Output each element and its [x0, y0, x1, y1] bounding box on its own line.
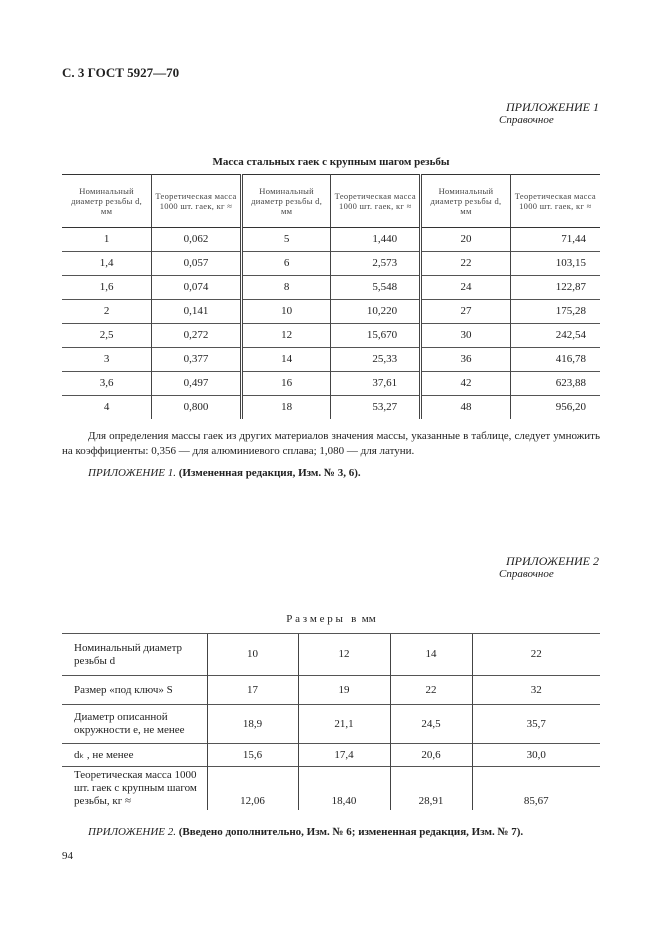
table-cell: 0,800 [152, 396, 242, 420]
col-header: Теоретическая масса 1000 шт. гаек, кг ≈ [510, 175, 600, 228]
table-cell: 35,7 [472, 705, 600, 744]
appendix-1-section [62, 156, 600, 479]
table-cell: 24,5 [390, 705, 472, 744]
appendix-1-footer [62, 467, 600, 479]
note-text: Для определения массы гаек из других материалов значения массы, указанные в таблице, следует умножить на коэффициенты: 0,356 — для алюминиевого сплава; 1,080 — для латуни. [62, 430, 600, 457]
col-header: Теоретическая масса 1000 шт. гаек, кг ≈ [152, 175, 242, 228]
appendix-1-title: ПРИЛОЖЕНИЕ 1 [506, 100, 599, 114]
table-cell: 12 [298, 634, 390, 676]
mass-table [62, 174, 600, 419]
table-cell: 20,6 [390, 744, 472, 767]
table-row [62, 676, 600, 705]
table-cell: 175,28 [510, 300, 600, 324]
table-cell: 1,4 [62, 252, 152, 276]
table-cell: 22 [421, 252, 511, 276]
table-cell: 17,4 [298, 744, 390, 767]
table-cell: 416,78 [510, 348, 600, 372]
table-cell: 53,27 [331, 396, 421, 420]
table-cell: 17 [207, 676, 298, 705]
table-cell: 22 [472, 634, 600, 676]
table-cell: 30 [421, 324, 511, 348]
col-header: Номинальный диаметр резьбы d, мм [62, 175, 152, 228]
table-row [62, 396, 600, 420]
table-cell: dₖ , не менее [62, 744, 207, 767]
table-cell: 20 [421, 228, 511, 252]
table-cell: 32 [472, 676, 600, 705]
table-cell: 0,057 [152, 252, 242, 276]
footer-text: (Введено дополнительно, Изм. № 6; измененная редакция, Изм. № 7). [178, 826, 524, 838]
table-cell: 103,15 [510, 252, 600, 276]
table-cell: 42 [421, 372, 511, 396]
table-cell: 37,61 [331, 372, 421, 396]
col-header: Номинальный диаметр резьбы d, мм [241, 175, 331, 228]
table-cell: 4 [62, 396, 152, 420]
table-cell: 27 [421, 300, 511, 324]
table-row [62, 348, 600, 372]
table-cell: 1 [62, 228, 152, 252]
table-cell: 0,141 [152, 300, 242, 324]
table-cell: 12,06 [207, 767, 298, 811]
table-cell: 15,6 [207, 744, 298, 767]
table-row [62, 276, 600, 300]
table-cell: 0,272 [152, 324, 242, 348]
units-caption: Р а з м е р ы в мм [286, 613, 376, 625]
table-cell: Номинальный диаметр резьбы d [62, 634, 207, 676]
table-cell: 2 [62, 300, 152, 324]
table-cell: 48 [421, 396, 511, 420]
table-row [62, 228, 600, 252]
table-cell: 18,40 [298, 767, 390, 811]
table-cell: 36 [421, 348, 511, 372]
table-cell: 14 [241, 348, 331, 372]
col-header: Номинальный диаметр резьбы d, мм [421, 175, 511, 228]
table-cell: 14 [390, 634, 472, 676]
appendix-2-section [62, 613, 600, 862]
table-cell: 6 [241, 252, 331, 276]
appendix-2-title: ПРИЛОЖЕНИЕ 2 [506, 554, 599, 568]
footer-label: ПРИЛОЖЕНИЕ 2. [88, 826, 176, 838]
table-cell: 0,062 [152, 228, 242, 252]
appendix-2-footer [62, 826, 600, 838]
table-cell: 2,5 [62, 324, 152, 348]
table-cell: 71,44 [561, 233, 586, 245]
table-cell: 242,54 [510, 324, 600, 348]
table-cell: 30,0 [472, 744, 600, 767]
table-cell: 16 [241, 372, 331, 396]
table-cell: 10,220 [331, 300, 421, 324]
table-row [62, 744, 600, 767]
table-cell: 25,33 [331, 348, 421, 372]
table-row [62, 634, 600, 676]
table-cell: 8 [241, 276, 331, 300]
page-header: С. 3 ГОСТ 5927—70 [62, 65, 180, 80]
footer-text: (Измененная редакция, Изм. № 3, 6). [178, 467, 361, 479]
table-cell: 5,548 [331, 276, 421, 300]
table-row [62, 252, 600, 276]
table-row [62, 300, 600, 324]
table-cell: Размер «под ключ» S [62, 676, 207, 705]
table-cell: 85,67 [472, 767, 600, 811]
table-cell: 19 [298, 676, 390, 705]
appendix-1-subtitle: Справочное [499, 114, 554, 126]
table-cell: 0,497 [152, 372, 242, 396]
appendix-2-subtitle: Справочное [499, 568, 554, 580]
table-cell: 0,377 [152, 348, 242, 372]
table-cell: 5 [241, 228, 331, 252]
table-cell: 28,91 [390, 767, 472, 811]
table-cell: 18 [241, 396, 331, 420]
table-cell: 12 [241, 324, 331, 348]
table-cell: Диаметр описанной окружности e, не менее [62, 705, 207, 744]
table-cell: 15,670 [331, 324, 421, 348]
table-cell: 10 [207, 634, 298, 676]
table-cell: 10 [241, 300, 331, 324]
table-cell: 18,9 [207, 705, 298, 744]
table-cell: 0,074 [152, 276, 242, 300]
table-cell: 122,87 [510, 276, 600, 300]
table-cell: 956,20 [510, 396, 600, 420]
page-number: 94 [62, 850, 73, 862]
table-1-title: Масса стальных гаек с крупным шагом резьбы [212, 156, 450, 168]
table-row [62, 372, 600, 396]
table-cell: 2,573 [331, 252, 421, 276]
table-cell: 3 [62, 348, 152, 372]
table-cell: 1,440 [331, 228, 421, 252]
table-cell: Теоретическая масса 1000 шт. гаек с крупным шагом резьбы, кг ≈ [62, 767, 207, 811]
table-row [62, 767, 600, 811]
table-cell: 3,6 [62, 372, 152, 396]
table-cell: 22 [390, 676, 472, 705]
footer-label: ПРИЛОЖЕНИЕ 1. [88, 467, 176, 479]
dimensions-table [62, 633, 600, 810]
table-cell: 623,88 [510, 372, 600, 396]
col-header: Теоретическая масса 1000 шт. гаек, кг ≈ [331, 175, 421, 228]
table-cell: 21,1 [298, 705, 390, 744]
table-row [62, 705, 600, 744]
table-row [62, 324, 600, 348]
table-cell: 24 [421, 276, 511, 300]
table-cell: 1,6 [62, 276, 152, 300]
